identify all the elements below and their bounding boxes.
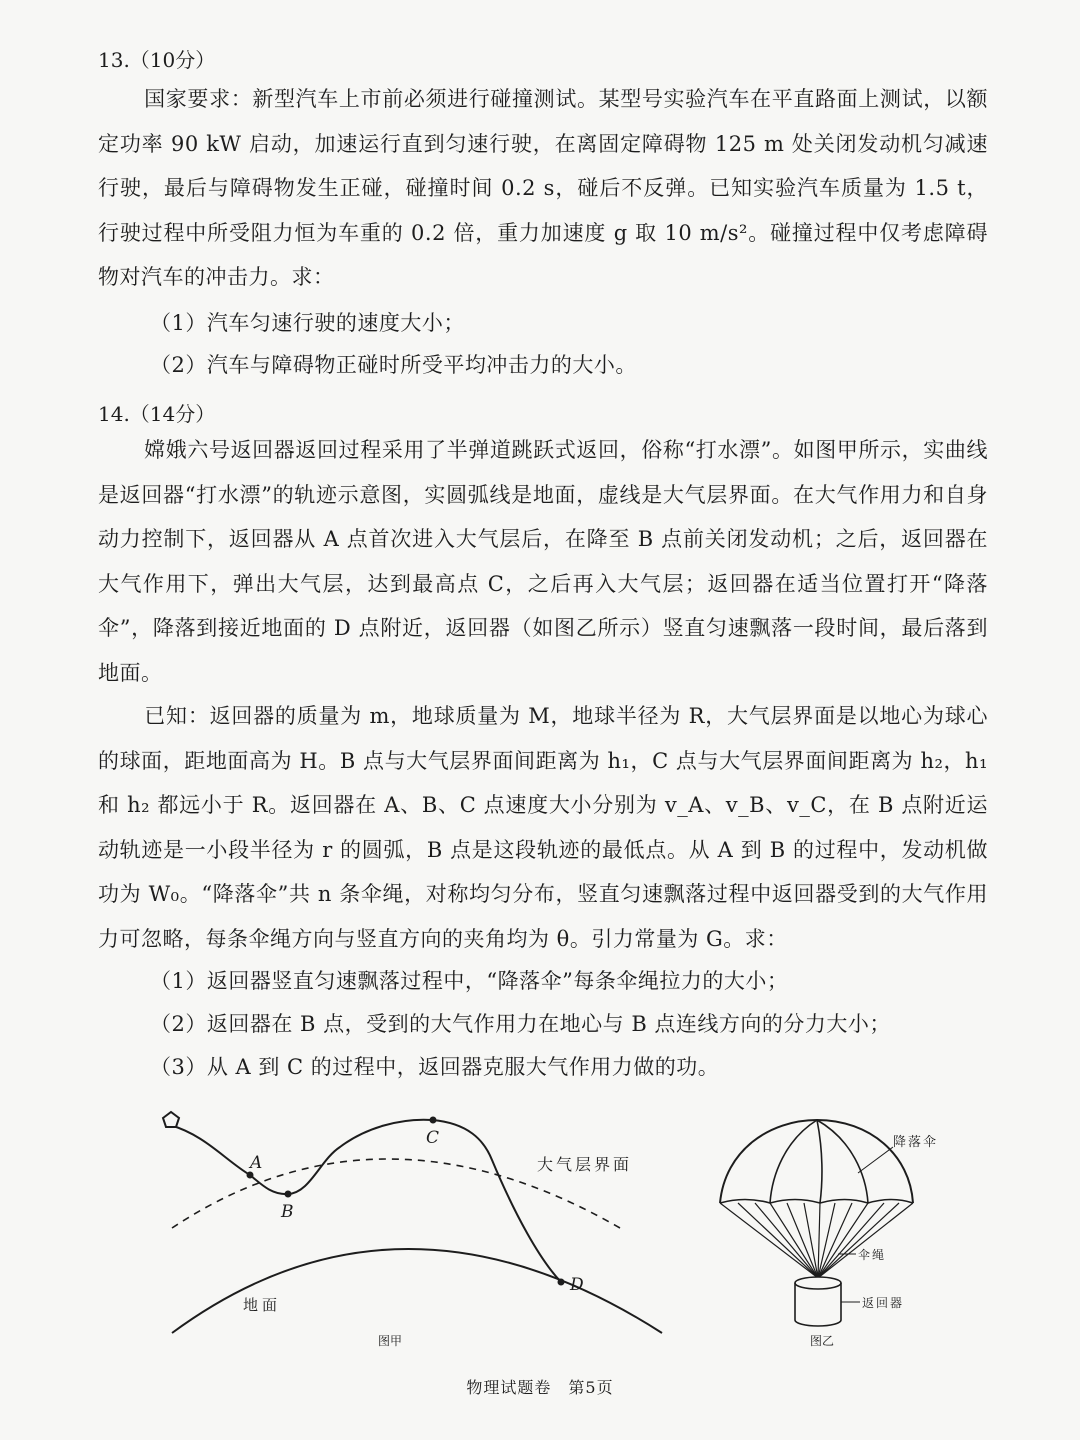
capsule-top <box>795 1277 841 1289</box>
point-b-label: B <box>281 1202 294 1222</box>
point-b-dot <box>285 1191 292 1198</box>
q14-subquestion-3: （3）从 A 到 C 的过程中，返回器克服大气作用力做的功。 <box>150 1055 720 1079</box>
point-a-label: A <box>250 1153 263 1173</box>
ground-arc <box>172 1249 662 1333</box>
figure-b-caption: 图乙 <box>810 1334 835 1348</box>
capsule-label: 返回器 <box>862 1296 905 1310</box>
q14-body-1: 嫦娥六号返回器返回过程采用了半弹道跳跃式返回，俗称“打水漂”。如图甲所示，实曲线是返回器“打水漂”的轨迹示意图，实圆弧线是地面，虚线是大气层界面。在大气作用力和自身动力控制下，返回器从 A 点首次进入大气层后，在降至 B 点前关闭发动机；之后，返回器在大气作用下，弹出大气层，达到最高点 C，之后再入大气层；返回器在适当位置打开“降落伞”，降落到接近地面的 D 点附近，返回器（如图乙所示）竖直匀速飘落一段时间，最后落到地面。 <box>98 438 988 685</box>
ground-label: 地面 <box>243 1296 282 1314</box>
q13-header: 13.（10分） <box>98 48 216 72</box>
atmosphere-label: 大气层界面 <box>537 1155 633 1174</box>
return-trajectory <box>170 1120 561 1282</box>
canopy-edge <box>720 1200 913 1204</box>
q14-header: 14.（14分） <box>98 402 216 426</box>
parachute-leader <box>858 1147 893 1173</box>
point-c-label: C <box>426 1128 440 1148</box>
figure-a-trajectory <box>0 1100 680 1360</box>
q14-subquestion-1: （1）返回器竖直匀速飘落过程中，“降落伞”每条伞绳拉力的大小； <box>150 969 789 993</box>
point-d-label: D <box>570 1275 584 1295</box>
point-d-dot <box>558 1279 565 1286</box>
capsule-start-icon <box>163 1112 179 1127</box>
q13-subquestion-2: （2）汽车与障碍物正碰时所受平均冲击力的大小。 <box>150 353 637 377</box>
q13-body: 国家要求：新型汽车上市前必须进行碰撞测试。某型号实验汽车在平直路面上测试，以额定功率 90 kW 启动，加速运行直到匀速行驶，在离固定障碍物 125 m 处关闭发动机匀减速行驶，最后与障碍物发生正碰，碰撞时间 0.2 s，碰后不反弹。已知实验汽车质量为 1.5 t，行驶过程中所受阻力恒为车重的 0.2 倍，重力加速度 g 取 10 m/s²。碰撞过程中仅考虑障碍物对汽车的冲击力。求： <box>98 87 988 290</box>
canopy-rib <box>817 1120 822 1203</box>
figure-b-parachute <box>700 1100 960 1360</box>
figure-a-caption: 图甲 <box>378 1334 403 1348</box>
parachute-label: 降落伞 <box>893 1135 939 1150</box>
rope-label: 伞绳 <box>858 1248 887 1262</box>
page-footer: 物理试题卷 第5页 <box>466 1378 614 1397</box>
q13-subquestion-1: （1）汽车匀速行驶的速度大小； <box>150 311 465 335</box>
canopy-rib <box>770 1120 817 1203</box>
canopy-rib <box>817 1120 868 1203</box>
point-c-dot <box>430 1117 437 1124</box>
q14-body-2: 已知：返回器的质量为 m，地球质量为 M，地球半径为 R，大气层界面是以地心为球心的球面，距地面高为 H。B 点与大气层界面间距离为 h₁，C 点与大气层界面间距离为 h₂，h₁ 和 h₂ 都远小于 R。返回器在 A、B、C 点速度大小分别为 v_A、v_B、v_C，在 B 点附近运动轨迹是一小段半径为 r 的圆弧，B 点是这段轨迹的最低点。从 A 到 B 的过程中，发动机做功为 W₀。“降落伞”共 n 条伞绳，对称均匀分布，竖直匀速飘落过程中返回器受到的大气作用力可忽略，每条伞绳方向与竖直方向的夹角均为 θ。引力常量为 G。求： <box>98 704 988 951</box>
parachute-ropes <box>720 1203 913 1278</box>
q14-subquestion-2: （2）返回器在 B 点，受到的大气作用力在地心与 B 点连线方向的分力大小； <box>150 1012 891 1036</box>
canopy-outline <box>720 1120 913 1203</box>
